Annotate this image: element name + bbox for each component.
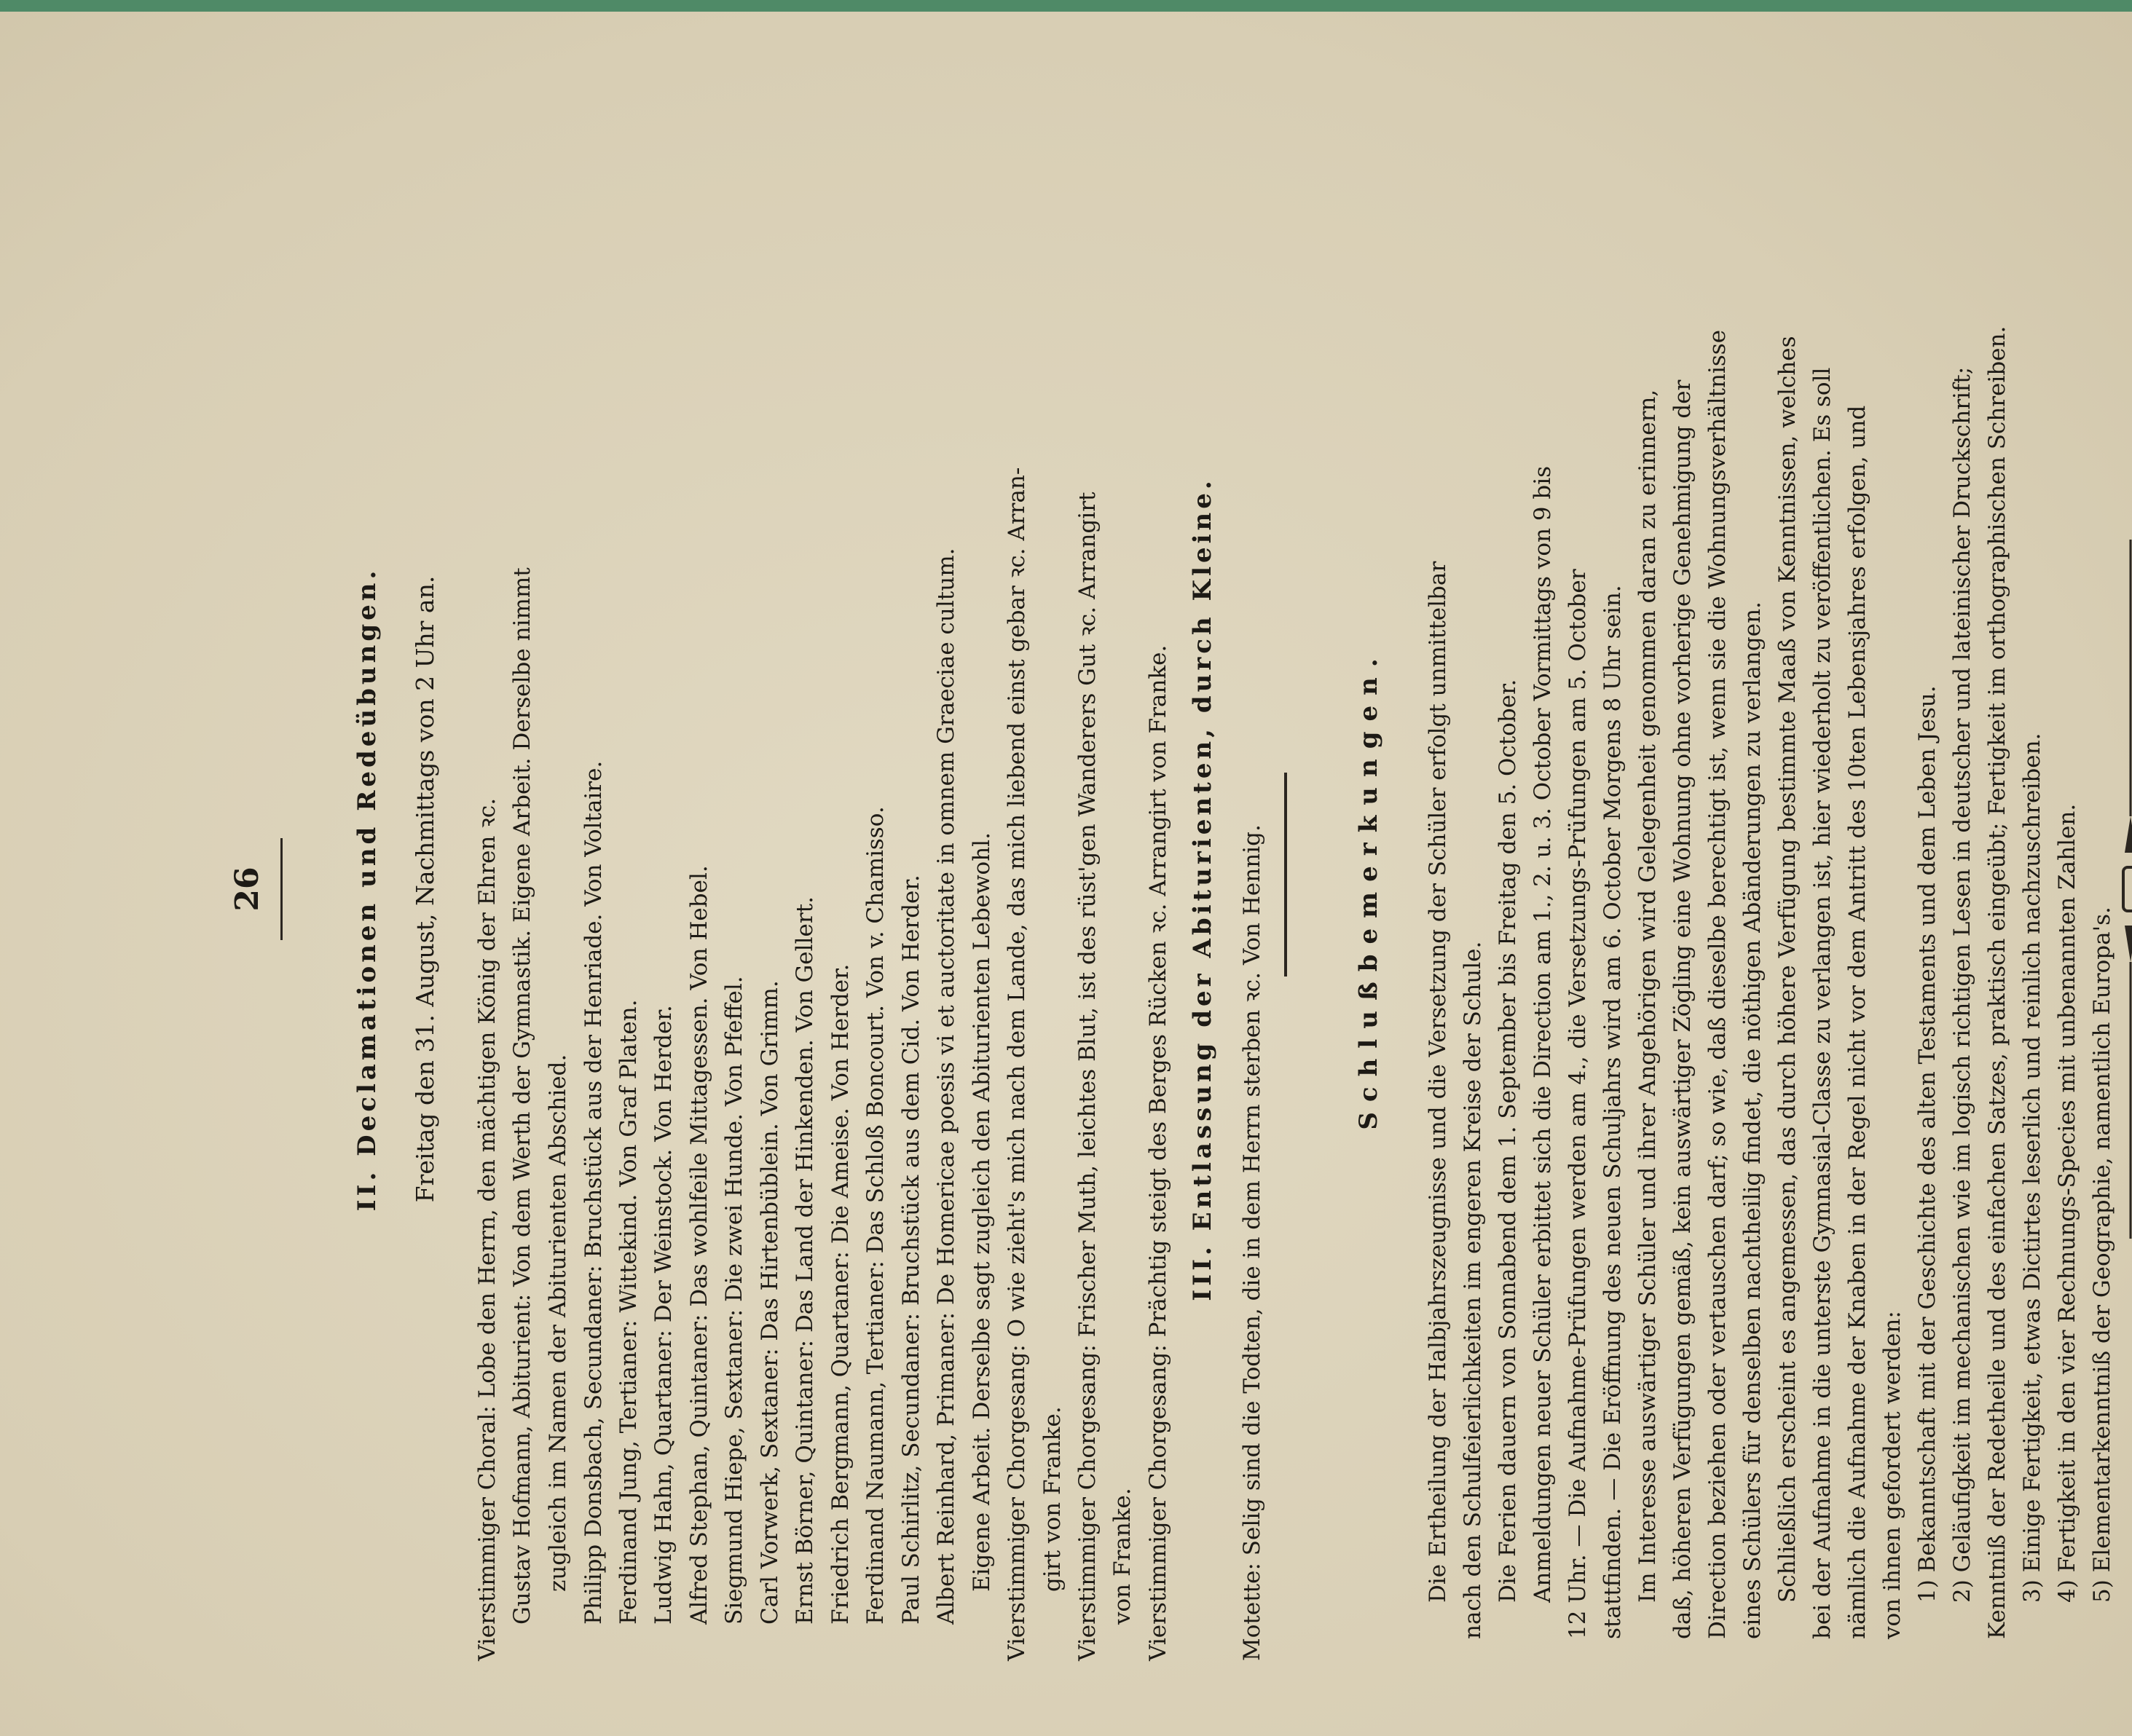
rotated-page-content [157,59,2116,1719]
closing-line: Direction beziehen oder vertauschen darf; so wie, daß dieselbe berechtigt ist, wenn sie die Wohnungsverhältnisse [1704,329,1731,1639]
closing-line: nämlich die Aufnahme der Knaben in der Regel nicht vor dem Antritt des 10ten Lebensjahres erfolgen, und [1844,405,1871,1639]
scan-top-border [0,0,2132,12]
program-line: Ferdinand Naumann, Tertianer: Das Schloß Boncourt. Von v. Chamisso. [862,806,889,1625]
program-line: zugleich im Namen der Abiturienten Abschied. [545,1054,571,1592]
program-line: Friedrich Bergmann, Quartaner: Die Ameise. Von Herder. [827,963,854,1625]
program-line: Vierstimmiger Choral: Lobe den Herrn, den mächtigen König der Ehren ꝛc. [474,797,500,1661]
closing-heading: Schlußbemerkungen. [1354,648,1383,1130]
program-line: Vierstimmiger Chorgesang: O wie zieht's mich nach dem Lande, das mich liebend einst gebar ꝛc. Arran- [1004,467,1030,1661]
closing-line: 12 Uhr. — Die Aufnahme-Prüfungen werden am 4., die Versetzungs-Prüfungen am 5. October [1565,569,1591,1639]
closing-line: 5) Elementarkenntniß der Geographie, namentlich Europa's. [2089,907,2115,1603]
closing-line: Schließlich erscheint es angemessen, das durch höhere Verfügung bestimmte Maaß von Kenntnissen, welches [1774,336,1801,1603]
scanned-page [0,12,2132,1736]
program-line: Vierstimmiger Chorgesang: Prächtig steigt des Berges Rücken ꝛc. Arrangirt von Franke. [1145,644,1171,1661]
program-line: Vierstimmiger Chorgesang: Frischer Muth, leichtes Blut, ist des rüst'gen Wanderers Gut ꝛc. Arrangirt [1074,492,1101,1661]
closing-line: Die Ferien dauern von Sonnabend dem 1. September bis Freitag den 5. October. [1495,679,1521,1603]
ornament-divider [2116,525,2132,1253]
closing-line: daß, höheren Verfügungen gemäß, kein auswärtiger Zögling eine Wohnung ohne vorherige Genehmigung der [1669,379,1696,1639]
program-line: Ludwig Hahn, Quartaner: Der Weinstock. Von Herder. [650,1005,677,1625]
section-3-heading: III. Entlassung der Abiturienten, durch Kleine. [1188,477,1217,1301]
closing-line: 2) Geläufigkeit im mechanischen wie im logisch richtigen Lesen in deutscher und lateinischer Druckschrift; [1949,366,1975,1603]
section-2-heading: II. Declamationen und Redeübungen. [353,567,382,1212]
closing-line: 1) Bekanntschaft mit der Geschichte des alten Testaments und dem Leben Jesu. [1914,685,1940,1603]
closing-line: Kenntniß der Redetheile und des einfachen Satzes, praktisch eingeübt; Fertigkeit im orthographischen Schreiben. [1984,326,2010,1639]
program-line: Albert Reinhard, Primaner: De Homericae poesis vi et auctoritate in omnem Graeciae cultum. [933,548,959,1625]
program-line: Ernst Börner, Quintaner: Das Land der Hinkenden. Von Gellert. [792,896,818,1625]
program-line: Ferdinand Jung, Tertianer: Wittekind. Von Graf Platen. [615,999,642,1625]
page-number: 26 [229,867,266,912]
closing-line: Die Ertheilung der Halbjahrszeugnisse und die Versetzung der Schüler erfolgt unmittelbar [1425,561,1451,1603]
program-line: Gustav Hofmann, Abiturient: Von dem Werth der Gymnastik. Eigene Arbeit. Derselbe nimmt [509,567,535,1625]
program-line: Philipp Donsbach, Secundaner: Bruchstück aus der Henriade. Von Voltaire. [581,760,607,1625]
closing-line: 3) Einige Fertigkeit, etwas Dictirtes leserlich und reinlich nachzuschreiben. [2019,733,2045,1603]
motette-line: Motette: Selig sind die Todten, die in dem Herrn sterben ꝛc. Von Hennig. [1239,824,1265,1661]
section-2-date: Freitag den 31. August, Nachmittags von 2 Uhr an. [411,575,439,1203]
closing-line: nach den Schulfeierlichkeiten im engeren Kreise der Schule. [1460,941,1486,1639]
closing-line: stattfinden. — Die Eröffnung des neuen Schuljahrs wird am 6. October Morgens 8 Uhr sein. [1600,585,1626,1639]
closing-line: bei der Aufnahme in die unterste Gymnasial-Classe zu verlangen ist, hier wiederholt zu veröffentlichen. Es soll [1809,367,1836,1639]
program-line: Alfred Stephan, Quintaner: Das wohlfeile Mittagessen. Von Hebel. [686,865,712,1625]
closing-line: 4) Fertigkeit in den vier Rechnungs-Species mit unbenannten Zahlen. [2054,803,2080,1603]
closing-line: Im Interesse auswärtiger Schüler und ihrer Angehörigen wird Gelegenheit genommen daran zu erinnern, [1635,389,1661,1603]
program-line: von Franke. [1109,1488,1136,1625]
divider-rule [1284,773,1287,976]
closing-line: Anmeldungen neuer Schüler erbittet sich die Direction am 1., 2. u. 3. October Vormittags von 9 bis [1530,465,1556,1603]
program-line: Paul Schirlitz, Secundaner: Bruchstück aus dem Cid. Von Herder. [898,875,924,1625]
program-line: Eigene Arbeit. Derselbe sagt zugleich den Abiturienten Lebewohl. [969,832,995,1592]
closing-line: von ihnen gefordert werden: [1879,1311,1905,1639]
program-line: Carl Vorwerk, Sextaner: Das Hirtenbüblein. Von Grimm. [757,980,783,1625]
program-line: Siegmund Hiepe, Sextaner: Die zwei Hunde. Von Pfeffel. [721,976,747,1625]
program-line: girt von Franke. [1039,1406,1066,1592]
divider-rule [280,838,283,940]
closing-line: eines Schülers für denselben nachtheilig findet, die nöthigen Abänderungen zu verlangen. [1739,601,1766,1639]
